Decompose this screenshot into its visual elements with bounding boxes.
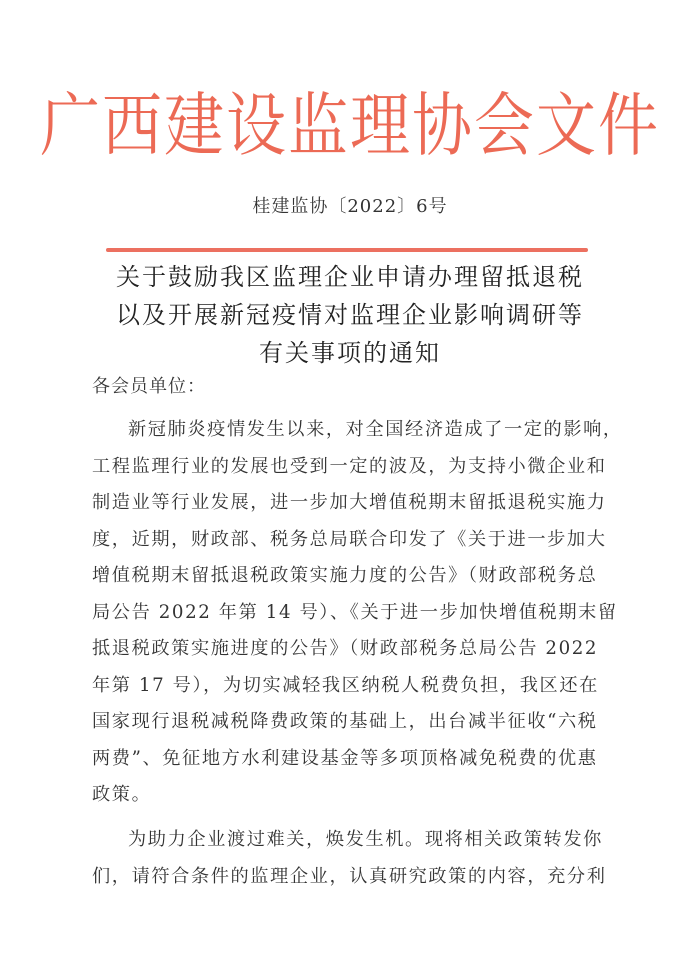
text-line: 制造业等行业发展，进一步加大增值税期末留抵退税实施力: [92, 492, 607, 513]
notice-title-line: 关于鼓励我区监理企业申请办理留抵退税: [116, 263, 584, 291]
text-line: 抵退税政策实施进度的公告》（财政部税务总局公告 2022: [92, 638, 599, 659]
text-line: 国家现行退税减税降费政策的基础上，出台减半征收“六税: [92, 711, 598, 732]
notice-title: [0, 258, 700, 372]
text-line: 年第 17 号），为切实减轻我区纳税人税费负担，我区还在: [92, 674, 599, 696]
text-line: 增值税期末留抵退税政策实施力度的公告》（财政部税务总: [92, 565, 598, 586]
text-line: 局公告 2022 年第 14 号）、《关于进一步加快增值税期末留: [92, 601, 618, 623]
text-line: 为助力企业渡过难关，焕发生机。现将相关政策转发你: [128, 829, 603, 850]
text-line: 两费”、免征地方水利建设基金等多项顶格减免税费的优惠: [92, 747, 598, 769]
notice-title-line: 以及开展新冠疫情对监理企业影响调研等: [116, 301, 584, 329]
red-header-divider: [106, 248, 588, 252]
org-document-header: 广西建设监理协会文件: [40, 85, 660, 167]
paragraph-1: [92, 412, 623, 814]
text-line: 度，近期，财政部、税务总局联合印发了《关于进一步加大: [92, 528, 607, 550]
document-number: 桂建监协〔2022〕6号: [252, 196, 448, 217]
text-line: 工程监理行业的发展也受到一定的波及，为支持小微企业和: [92, 455, 607, 477]
paragraph-2: [92, 822, 612, 895]
notice-title-line: 有关事项的通知: [259, 339, 441, 367]
text-line: 们，请符合条件的监理企业，认真研究政策的内容，充分利: [92, 865, 607, 887]
text-line: 新冠肺炎疫情发生以来，对全国经济造成了一定的影响，: [128, 419, 623, 440]
salutation: 各会员单位：: [92, 376, 206, 397]
text-line: 政策。: [92, 784, 152, 805]
